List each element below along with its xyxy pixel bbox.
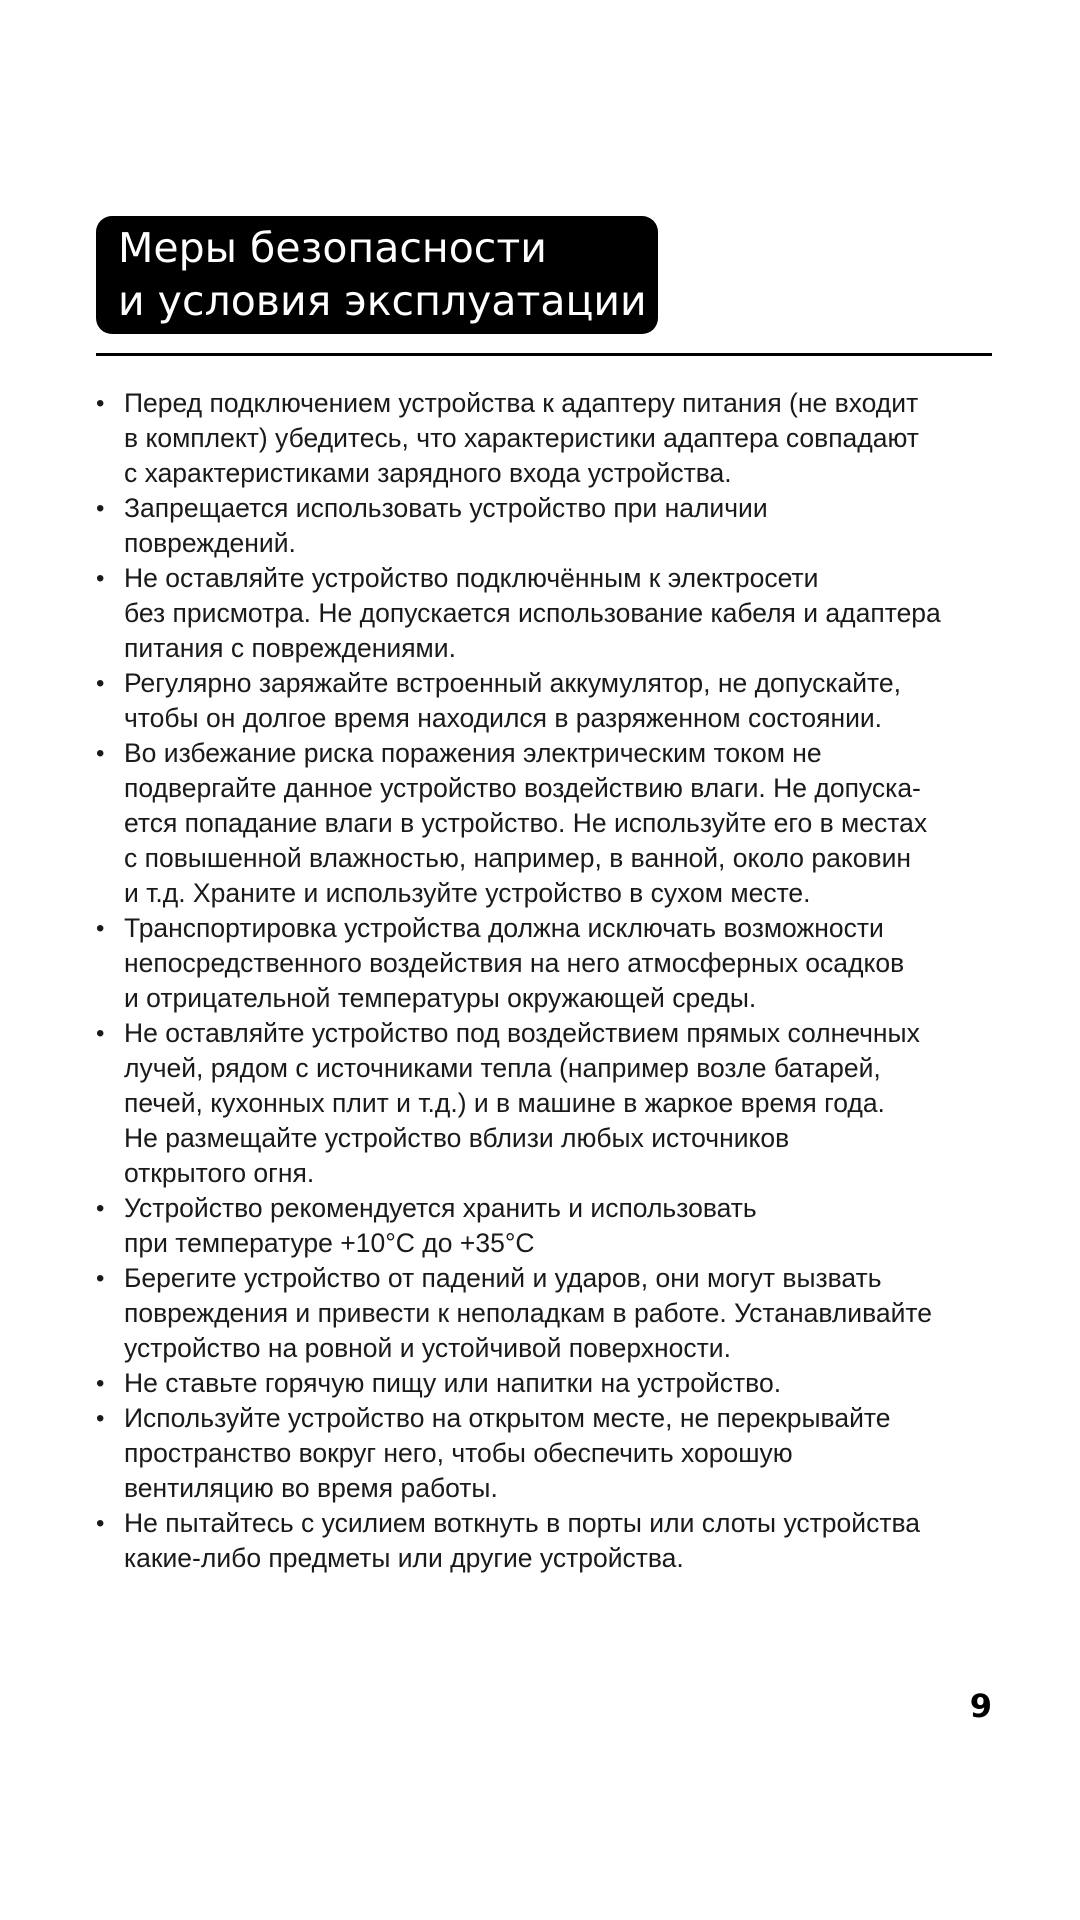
bullet-marker: • <box>96 740 105 767</box>
instruction-text-line: Запрещается использовать устройство при наличии <box>124 493 768 523</box>
safety-instruction-item <box>96 1016 996 1191</box>
instruction-text-line: Во избежание риска поражения электрическим током не <box>124 738 822 768</box>
instruction-text-line: и отрицательной температуры окружающей среды. <box>124 983 757 1013</box>
bullet-marker: • <box>96 495 105 522</box>
instruction-text-line: ется попадание влаги в устройство. Не используйте его в местах <box>124 808 928 838</box>
instruction-text-line: в комплект) убедитесь, что характеристики адаптера совпадают <box>124 423 919 453</box>
safety-instruction-item <box>96 736 996 911</box>
instruction-text-line: печей, кухонных плит и т.д.) и в машине в жаркое время года. <box>124 1088 885 1118</box>
instruction-text-line: питания с повреждениями. <box>124 633 456 663</box>
bullet-marker: • <box>96 915 105 942</box>
safety-instruction-item <box>96 1191 996 1261</box>
instruction-text-line: Транспортировка устройства должна исключать возможности <box>124 913 884 943</box>
instruction-text-line: с повышенной влажностью, например, в ванной, около раковин <box>124 843 912 873</box>
safety-instruction-item <box>96 1261 996 1366</box>
instruction-text-line: Не ставьте горячую пищу или напитки на устройство. <box>124 1368 782 1398</box>
safety-instruction-item <box>96 561 996 666</box>
instruction-text-line: пространство вокруг него, чтобы обеспечить хорошую <box>124 1438 793 1468</box>
instruction-text-line: повреждения и привести к неполадкам в работе. Устанавливайте <box>124 1298 932 1328</box>
instruction-text-line: непосредственного воздействия на него атмосферных осадков <box>124 948 905 978</box>
title-divider <box>96 353 992 356</box>
bullet-marker: • <box>96 1265 105 1292</box>
safety-instruction-item <box>96 386 996 491</box>
instruction-text-line: открытого огня. <box>124 1158 315 1188</box>
instruction-text-line: Не размещайте устройство вблизи любых источников <box>124 1123 790 1153</box>
instruction-text-line: Регулярно заряжайте встроенный аккумулятор, не допускайте, <box>124 668 901 698</box>
page-number: 9 <box>969 1687 992 1725</box>
instruction-text-line: повреждений. <box>124 528 296 558</box>
instruction-text-line: при температуре +10°С до +35°С <box>124 1228 535 1258</box>
safety-instruction-item <box>96 1506 996 1576</box>
instruction-text-line: вентиляцию во время работы. <box>124 1473 498 1503</box>
instruction-text-line: Не оставляйте устройство под воздействием прямых солнечных <box>124 1018 920 1048</box>
bullet-marker: • <box>96 565 105 592</box>
safety-instruction-item <box>96 666 996 736</box>
instruction-text-line: без присмотра. Не допускается использование кабеля и адаптера <box>124 598 941 628</box>
section-title-line: и условия эксплуатации <box>118 277 647 325</box>
instruction-text-line: Устройство рекомендуется хранить и использовать <box>124 1193 757 1223</box>
instruction-text-line: и т.д. Храните и используйте устройство в сухом месте. <box>124 878 811 908</box>
instruction-text-line: лучей, рядом с источниками тепла (например возле батарей, <box>124 1053 881 1083</box>
bullet-marker: • <box>96 670 105 697</box>
instruction-text-line: какие-либо предметы или другие устройства. <box>124 1543 684 1573</box>
safety-instruction-item <box>96 911 996 1016</box>
safety-instruction-item <box>96 491 996 561</box>
bullet-marker: • <box>96 1405 105 1432</box>
instruction-text-line: Используйте устройство на открытом месте, не перекрывайте <box>124 1403 891 1433</box>
instruction-text-line: Не пытайтесь с усилием воткнуть в порты или слоты устройства <box>124 1508 920 1538</box>
instruction-text-line: подвергайте данное устройство воздействию влаги. Не допуска- <box>124 773 921 803</box>
bullet-marker: • <box>96 1370 105 1397</box>
instruction-text-line: Перед подключением устройства к адаптеру питания (не входит <box>124 388 919 418</box>
safety-instruction-item <box>96 1401 996 1506</box>
section-title-box <box>96 216 658 334</box>
bullet-marker: • <box>96 1020 105 1047</box>
safety-instruction-item <box>96 1366 996 1401</box>
section-title-line: Меры безопасности <box>118 224 547 272</box>
instruction-text-line: чтобы он долгое время находился в разряженном состоянии. <box>124 703 883 733</box>
safety-instructions-list <box>96 386 996 1576</box>
instruction-text-line: устройство на ровной и устойчивой поверхности. <box>124 1333 731 1363</box>
instruction-text-line: с характеристиками зарядного входа устройства. <box>124 458 732 488</box>
bullet-marker: • <box>96 390 105 417</box>
instruction-text-line: Не оставляйте устройство подключённым к электросети <box>124 563 819 593</box>
bullet-marker: • <box>96 1510 105 1537</box>
bullet-marker: • <box>96 1195 105 1222</box>
instruction-text-line: Берегите устройство от падений и ударов, они могут вызвать <box>124 1263 882 1293</box>
